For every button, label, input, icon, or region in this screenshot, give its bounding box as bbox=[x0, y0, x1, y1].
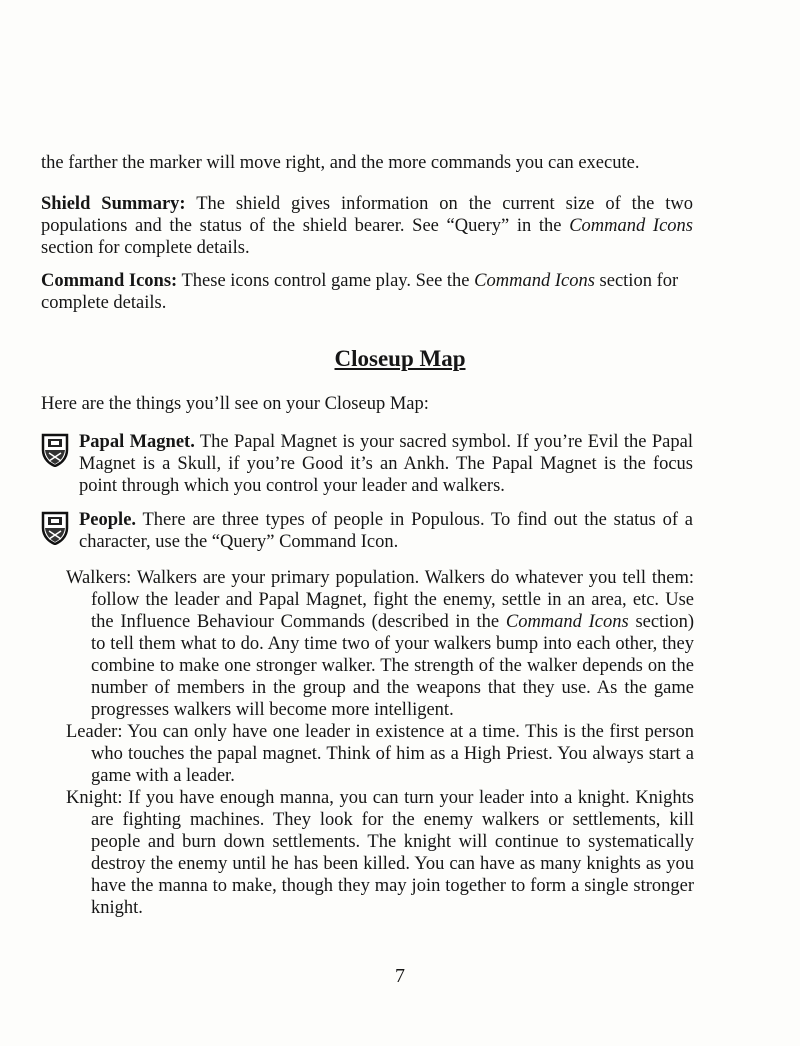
shield-summary-tail: section for complete details. bbox=[41, 238, 250, 258]
papal-magnet-item bbox=[41, 431, 693, 497]
command-icons-ref: Command Icons bbox=[474, 271, 595, 291]
shield-icon bbox=[41, 511, 69, 545]
leader-definition: Leader: You can only have one leader in existence at a time. This is the first person who touches the papal magnet. Think of him as a High Priest. You always start a game with a leader. bbox=[66, 722, 694, 786]
people-term: People. bbox=[79, 510, 137, 530]
command-icons-term: Command Icons: bbox=[41, 271, 178, 291]
shield-summary-text: The shield gives information on the current size of the two populations and the status of the shield bearer. See “Query” in the bbox=[41, 194, 693, 236]
command-icons-paragraph bbox=[41, 270, 693, 314]
intro-line: the farther the marker will move right, and the more commands you can execute. bbox=[41, 153, 640, 173]
section-heading: Closeup Map bbox=[334, 346, 466, 371]
command-icons-tail: section for complete details. bbox=[41, 271, 679, 313]
papal-magnet-paragraph bbox=[79, 431, 693, 497]
walkers-text: Walkers: Walkers are your primary population. Walkers do whatever you tell them: follow the leader and Papal Magnet, fight the enemy, settle in an area, etc. Use the Influence Behaviour Commands (described in the bbox=[66, 568, 694, 632]
walkers-tail: section) to tell them what to do. Any time two of your walkers bump into each other, they combine to make one stronger walker. The strength of the walker depends on the number of members in the group and the weapons that they use. As the game progresses walkers will become more intelligent. bbox=[91, 612, 694, 720]
knight-definition: Knight: If you have enough manna, you can turn your leader into a knight. Knights are fighting machines. They look for the enemy walkers or settlements, kill people and burn down settlements. The knight will continue to systematically destroy the enemy until he has been killed. You can have as many knights as you have the manna to make, though they may join together to form a single stronger knight. bbox=[66, 788, 694, 918]
walkers-definition bbox=[66, 567, 694, 721]
shield-summary-term: Shield Summary: bbox=[41, 194, 186, 214]
page-number: 7 bbox=[395, 965, 405, 987]
closeup-intro: Here are the things you’ll see on your Closeup Map: bbox=[41, 394, 429, 414]
shield-icon bbox=[41, 433, 69, 467]
walkers-ref: Command Icons bbox=[505, 612, 629, 632]
shield-summary-ref: Command Icons bbox=[569, 216, 693, 236]
people-text: There are three types of people in Populous. To find out the status of a character, use the “Query” Command Icon. bbox=[79, 510, 693, 552]
people-paragraph bbox=[79, 509, 693, 553]
command-icons-text: These icons control game play. See the bbox=[177, 271, 475, 291]
papal-magnet-text: The Papal Magnet is your sacred symbol. If you’re Evil the Papal Magnet is a Skull, if you’re Good it’s an Ankh. The Papal Magnet is the focus point through which you control your leader and walkers. bbox=[79, 432, 693, 496]
character-definitions bbox=[66, 567, 694, 919]
shield-summary-paragraph bbox=[41, 193, 693, 259]
people-item bbox=[41, 509, 693, 553]
papal-magnet-term: Papal Magnet. bbox=[79, 432, 195, 452]
